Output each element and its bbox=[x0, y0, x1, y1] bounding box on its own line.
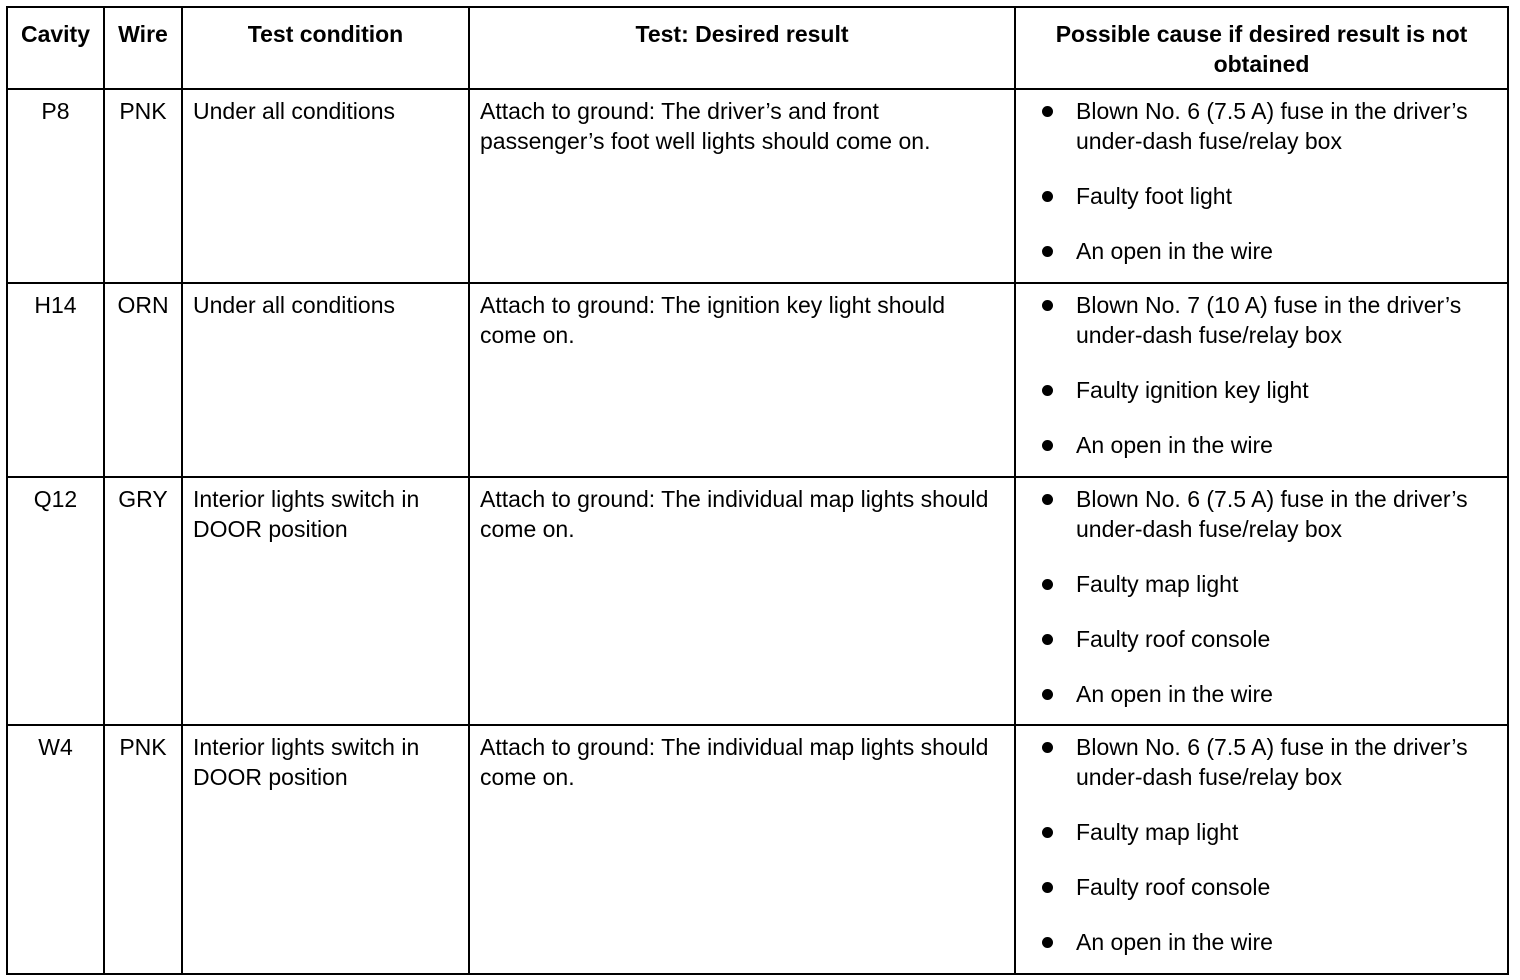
cause-text: Faulty roof console bbox=[1076, 626, 1271, 652]
cause-item bbox=[1076, 732, 1497, 792]
header-possible-cause: Possible cause if desired result is not obtained bbox=[1015, 7, 1508, 89]
cause-text: Blown No. 6 (7.5 A) fuse in the driver’s under-dash fuse/relay box bbox=[1076, 486, 1468, 542]
cause-item bbox=[1076, 290, 1497, 350]
cause-item bbox=[1076, 624, 1497, 654]
cause-item bbox=[1076, 569, 1497, 599]
cause-item bbox=[1076, 96, 1497, 156]
cause-cell bbox=[1015, 477, 1508, 725]
table-row bbox=[7, 89, 1508, 283]
wire-cell: PNK bbox=[104, 725, 182, 974]
bullet-icon bbox=[1042, 300, 1053, 311]
cause-text: Faulty map light bbox=[1076, 819, 1239, 845]
cause-item bbox=[1076, 817, 1497, 847]
bullet-icon bbox=[1042, 494, 1053, 505]
cause-list bbox=[1026, 290, 1497, 460]
bullet-icon bbox=[1042, 385, 1053, 396]
table-row bbox=[7, 477, 1508, 725]
cavity-cell: P8 bbox=[7, 89, 104, 283]
diagnostic-table bbox=[6, 6, 1509, 975]
bullet-icon bbox=[1042, 246, 1053, 257]
header-test-condition: Test condition bbox=[182, 7, 469, 89]
header-desired-result: Test: Desired result bbox=[469, 7, 1015, 89]
result-cell: Attach to ground: The ignition key light should come on. bbox=[469, 283, 1015, 477]
cause-list bbox=[1026, 732, 1497, 957]
cause-text: Blown No. 6 (7.5 A) fuse in the driver’s under-dash fuse/relay box bbox=[1076, 734, 1468, 790]
bullet-icon bbox=[1042, 937, 1053, 948]
wire-cell: ORN bbox=[104, 283, 182, 477]
cause-cell bbox=[1015, 89, 1508, 283]
wire-cell: GRY bbox=[104, 477, 182, 725]
cause-item bbox=[1076, 181, 1497, 211]
table-row bbox=[7, 283, 1508, 477]
bullet-icon bbox=[1042, 440, 1053, 451]
header-row bbox=[7, 7, 1508, 89]
condition-cell: Under all conditions bbox=[182, 89, 469, 283]
cause-item bbox=[1076, 236, 1497, 266]
cause-item bbox=[1076, 430, 1497, 460]
cause-text: An open in the wire bbox=[1076, 238, 1273, 264]
cause-item bbox=[1076, 872, 1497, 902]
header-cavity: Cavity bbox=[7, 7, 104, 89]
cause-text: Blown No. 6 (7.5 A) fuse in the driver’s under-dash fuse/relay box bbox=[1076, 98, 1468, 154]
cause-item bbox=[1076, 375, 1497, 405]
cause-cell bbox=[1015, 283, 1508, 477]
cause-text: Faulty map light bbox=[1076, 571, 1239, 597]
cause-text: An open in the wire bbox=[1076, 432, 1273, 458]
cavity-cell: Q12 bbox=[7, 477, 104, 725]
header-wire: Wire bbox=[104, 7, 182, 89]
cause-cell bbox=[1015, 725, 1508, 974]
result-cell: Attach to ground: The individual map lights should come on. bbox=[469, 725, 1015, 974]
result-cell: Attach to ground: The individual map lights should come on. bbox=[469, 477, 1015, 725]
cause-text: Faulty roof console bbox=[1076, 874, 1271, 900]
bullet-icon bbox=[1042, 191, 1053, 202]
cavity-cell: W4 bbox=[7, 725, 104, 974]
bullet-icon bbox=[1042, 579, 1053, 590]
bullet-icon bbox=[1042, 742, 1053, 753]
cause-list bbox=[1026, 484, 1497, 709]
table-row bbox=[7, 725, 1508, 974]
bullet-icon bbox=[1042, 827, 1053, 838]
condition-cell: Under all conditions bbox=[182, 283, 469, 477]
cavity-cell: H14 bbox=[7, 283, 104, 477]
bullet-icon bbox=[1042, 882, 1053, 893]
cause-text: Faulty ignition key light bbox=[1076, 377, 1309, 403]
result-cell: Attach to ground: The driver’s and front passenger’s foot well lights should come on. bbox=[469, 89, 1015, 283]
cause-text: Faulty foot light bbox=[1076, 183, 1232, 209]
cause-item bbox=[1076, 679, 1497, 709]
cause-list bbox=[1026, 96, 1497, 266]
cause-text: An open in the wire bbox=[1076, 929, 1273, 955]
condition-cell: Interior lights switch in DOOR position bbox=[182, 725, 469, 974]
cause-text: Blown No. 7 (10 A) fuse in the driver’s under-dash fuse/relay box bbox=[1076, 292, 1462, 348]
cause-text: An open in the wire bbox=[1076, 681, 1273, 707]
bullet-icon bbox=[1042, 689, 1053, 700]
bullet-icon bbox=[1042, 106, 1053, 117]
bullet-icon bbox=[1042, 634, 1053, 645]
cause-item bbox=[1076, 484, 1497, 544]
condition-cell: Interior lights switch in DOOR position bbox=[182, 477, 469, 725]
wire-cell: PNK bbox=[104, 89, 182, 283]
cause-item bbox=[1076, 927, 1497, 957]
